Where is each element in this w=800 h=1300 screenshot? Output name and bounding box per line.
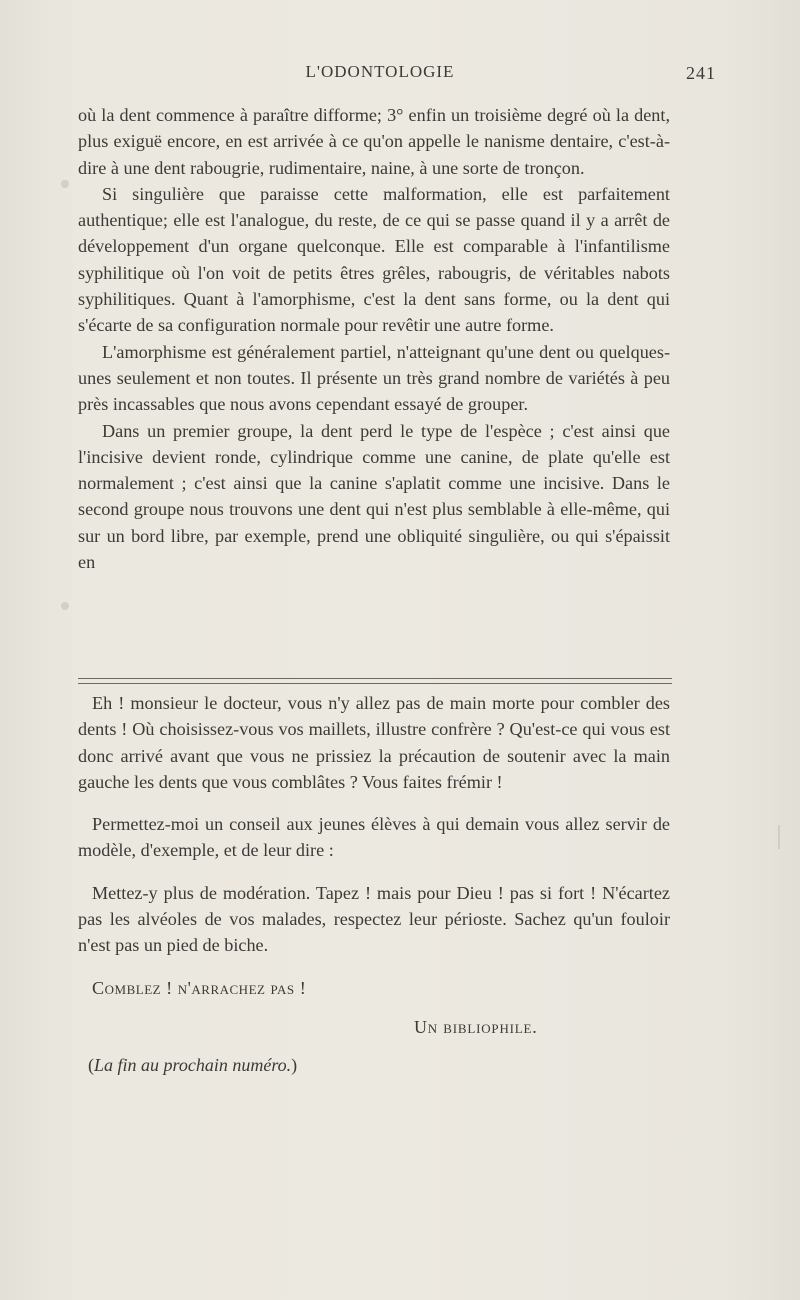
author-signature: Un bibliophile. [414,1017,538,1037]
continuation-note [88,1055,408,1076]
paragraph-amorphisme: L'amorphisme est généralement partiel, n'atteignant qu'une dent ou quelques-unes seulement et non toutes. Il présente un très grand nombre de variétés à peu près incassables que nous avons cependant essayé de grouper. [78,341,670,415]
feuilleton-paragraph-3: Mettez-y plus de modération. Tapez ! mais pour Dieu ! pas si fort ! N'écartez pas les alvéoles de vos malades, respectez leur périoste. Sachez qu'un fouloir n'est pas un pied de biche. [78,882,670,956]
divider-line-bottom [78,683,672,684]
margin-scan-line [778,825,780,849]
paragraph-continuation: où la dent commence à paraître difforme; 3° enfin un troisième degré où la dent, plus exiguë encore, en est arrivée à ce qu'on appelle le nanisme dentaire, c'est-à-dire à une dent rabougrie, rudimentaire, naine, à une sorte de tronçon. [78,105,670,178]
continuation-text: La fin au prochain numéro. [94,1055,292,1075]
page-number: 241 [686,63,716,83]
running-title: L'ODONTOLOGIE [305,62,455,81]
closing-line: Comblez ! n'arrachez pas ! [92,977,307,998]
margin-dot-mark [61,180,69,188]
double-divider-rule [78,678,672,686]
main-text-column [78,102,670,575]
continuation-open-paren: ( [88,1055,94,1075]
paragraph-groups: Dans un premier groupe, la dent perd le type de l'espèce ; c'est ainsi que l'incisive devient ronde, cylindrique comme une canine, de plate qu'elle est normalement ; c'est ainsi que la canine s'aplatit comme une incisive. Dans le second groupe nous trouvons une dent qui n'est plus semblable à elle-même, qui sur un bord libre, par exemple, prend une obliquité singulière, ou qui s'épaissit en [78,420,670,573]
paragraph-malformation: Si singulière que paraisse cette malformation, elle est parfaitement authentique; elle est l'analogue, du reste, de ce qui se passe quand il y a arrêt de développement d'un organe quelconque. Elle est comparable à l'infantilisme syphilitique où l'on voit de petits êtres grêles, rabougris, de véritables nabots syphilitiques. Quant à l'amorphisme, c'est la dent sans forme, ou la dent qui s'écarte de sa configuration normale pour revêtir une autre forme. [78,183,670,336]
feuilleton-paragraph-1: Eh ! monsieur le docteur, vous n'y allez pas de main morte pour combler des dents ! Où choisissez-vous vos maillets, illustre confrère ? Qu'est-ce qui vous est donc arrivé avant que vous ne prissiez la précaution de soutenir avec la main gauche les dents que vous comblâtes ? Vous faites frémir ! [78,693,670,792]
feuilleton-column [78,690,670,1009]
divider-line-top [78,678,672,679]
continuation-close-paren: ) [291,1055,298,1075]
margin-dot-mark [61,602,69,610]
page-header [80,62,716,90]
feuilleton-paragraph-2: Permettez-moi un conseil aux jeunes élèves à qui demain vous allez servir de modèle, d'exemple, et de leur dire : [78,814,670,861]
